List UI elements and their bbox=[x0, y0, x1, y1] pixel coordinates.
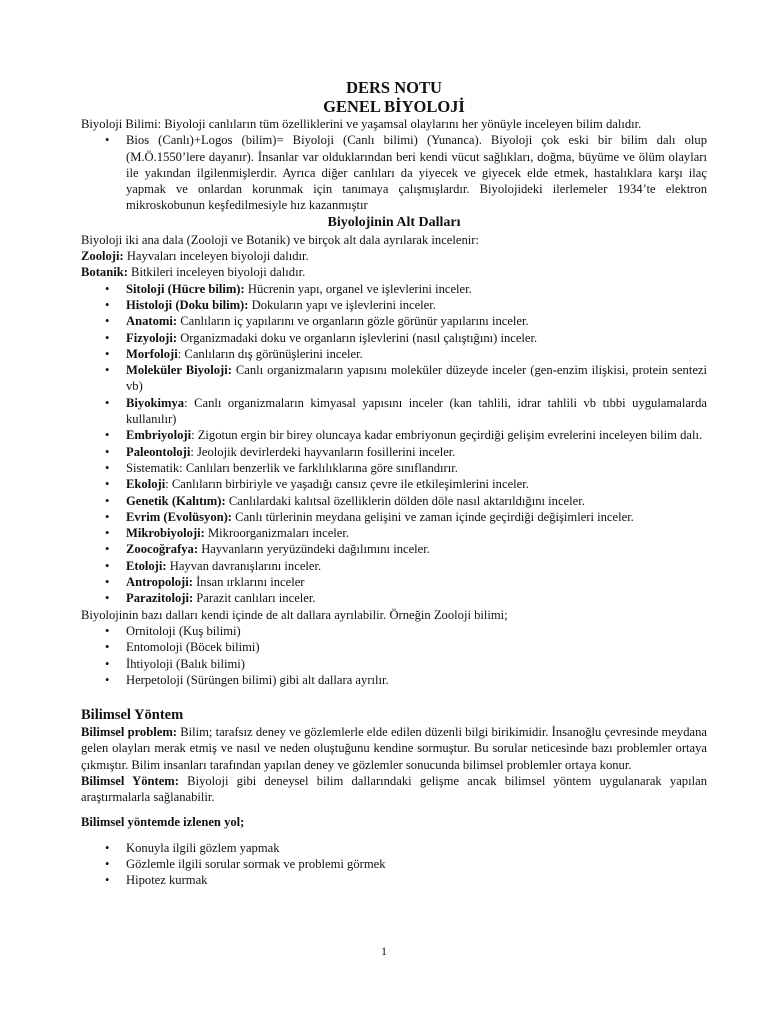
steps-heading-text: Bilimsel yöntemde izlenen yol; bbox=[81, 814, 245, 829]
branches-intro: Biyoloji iki ana dala (Zooloji ve Botanik) ve birçok alt dala ayrılarak incelenir: bbox=[81, 232, 479, 247]
scientific-problem-paragraph bbox=[81, 724, 707, 773]
definition: Bitkileri inceleyen biyoloji dalıdır. bbox=[127, 265, 306, 280]
term: Ekoloji bbox=[126, 477, 166, 492]
term: Bilimsel problem: bbox=[81, 725, 178, 740]
term: Zoocoğrafya: bbox=[126, 542, 199, 557]
page-number: 1 bbox=[381, 944, 387, 958]
sub-branches-list bbox=[81, 623, 707, 688]
intro-list bbox=[81, 132, 707, 213]
branch-item bbox=[81, 493, 707, 509]
definition: Bilim; tarafsız deney ve gözlemlerle elde edilen düzenli bilgi birikimidir. İnsanoğlu çevresinde meydana gelen olayları merak etmiş ve nasıl ve neden oluştuğunu kendine sormuştur. Bu sorular neticesinde bazı problemler ortaya çıkmıştır. Bilim insanları tarafından yapılan deney ve gözlemler sonucunda bilimsel problemler ortaya konur. bbox=[81, 725, 708, 772]
term: Genetik (Kalıtım): bbox=[126, 493, 226, 508]
method-steps-list bbox=[81, 840, 707, 889]
definition: Canlı türlerinin meydana gelişini ve zaman içinde geçirdiği değişimleri inceler. bbox=[232, 509, 634, 524]
spacer bbox=[81, 688, 707, 698]
sub-branches-intro: Biyolojinin bazı dalları kendi içinde de alt dallara ayrılabilir. Örneğin Zooloji bilimi; bbox=[81, 607, 508, 622]
definition: Parazit canlıları inceler. bbox=[193, 591, 316, 606]
method-steps-heading bbox=[81, 814, 707, 830]
definition: : Zigotun ergin bir birey oluncaya kadar embriyonun geçirdiği gelişim evrelerini inceleyen bilim dalı. bbox=[191, 428, 703, 443]
definition: Mikroorganizmaları inceler. bbox=[204, 526, 350, 541]
method-heading: Bilimsel Yöntem bbox=[81, 707, 184, 724]
document-page bbox=[81, 78, 707, 889]
term: Fizyoloji: bbox=[126, 330, 178, 345]
branch-item bbox=[81, 460, 707, 476]
term: Morfoloji bbox=[126, 346, 178, 361]
definition: : Canlıların birbiriyle ve yaşadığı cansız çevre ile etkileşimlerini inceler. bbox=[165, 477, 529, 492]
sub-branch-item: • İhtiyoloji (Balık bilimi) bbox=[81, 656, 707, 672]
definition: Hayvan davranışlarını inceler. bbox=[166, 558, 322, 573]
branches-heading: Biyolojinin Alt Dalları bbox=[327, 214, 461, 230]
branch-item bbox=[81, 541, 707, 557]
sub-branch-item: • Entomoloji (Böcek bilimi) bbox=[81, 639, 707, 655]
sub-branch-item: • Herpetoloji (Sürüngen bilimi) gibi alt dallara ayrılır. bbox=[81, 672, 707, 688]
definition: Canlı organizmaların yapısını moleküler düzeyde inceler (gen-enzim ilişkisi, protein sentezi vb) bbox=[126, 363, 707, 394]
intro-bullet: • Bios (Canlı)+Logos (bilim)= Biyoloji (Canlı bilimi) (Yunanca). Biyoloji çok eski bir bilim dalı olup (M.Ö.1550’lere dayanır). İnsanlar var olduklarından beri kendi vücut sağlıkları, doğma, büyüme ve ölüm olayları ile yakından ilgilenmişlerdir. Ayrıca diğer canlıları da yiyecek ve giyecek elde etmek, hastalıklara karşı ilaç yapmak ve onlardan korunmak için tanımaya çalışmışlardır. Biyolojideki ilerlemeler 1934’te elektron mikroskobunun keşfedilmesiyle hız kazanmıştır bbox=[81, 132, 707, 213]
branches-list bbox=[81, 281, 707, 607]
definition: Biyoloji gibi deneysel bilim dallarındaki gelişme ancak bilimsel yöntem uygulanarak yapılan araştırmalarla sağlanabilir. bbox=[81, 773, 707, 805]
definition: Canlılardaki kalıtsal özelliklerin dölden döle nasıl aktarıldığını inceler. bbox=[225, 493, 585, 508]
branch-item bbox=[81, 395, 707, 428]
term: Moleküler Biyoloji: bbox=[126, 363, 232, 378]
definition: Hayvanların yeryüzündeki dağılımını inceler. bbox=[198, 542, 430, 557]
term: Evrim (Evolüsyon): bbox=[126, 509, 233, 524]
term: Parazitoloji: bbox=[126, 591, 194, 606]
branch-item bbox=[81, 444, 707, 460]
branch-item bbox=[81, 362, 707, 395]
definition: : Jeolojik devirlerdeki hayvanların fosillerini inceler. bbox=[190, 444, 456, 459]
branch-item bbox=[81, 525, 707, 541]
sub-branch-item: • Ornitoloji (Kuş bilimi) bbox=[81, 623, 707, 639]
term: Bilimsel Yöntem: bbox=[81, 773, 179, 788]
intro-paragraph: Biyoloji Bilimi: Biyoloji canlıların tüm özelliklerini ve yaşamsal olaylarını her yönüyle inceleyen bilim dalıdır. bbox=[81, 117, 642, 131]
definition: Canlıların iç yapılarını ve organların gözle görünür yapılarını inceler. bbox=[177, 314, 529, 329]
term: Etoloji: bbox=[126, 558, 167, 573]
definition: Organizmadaki doku ve organların işlevlerini (nasıl çalıştığını) inceler. bbox=[177, 330, 538, 345]
branch-item bbox=[81, 281, 707, 297]
method-step: • Gözlemle ilgili sorular sormak ve problemi görmek bbox=[81, 856, 707, 872]
definition: Dokuların yapı ve işlevlerini inceler. bbox=[248, 297, 436, 312]
scientific-method-paragraph bbox=[81, 773, 707, 806]
branch-item bbox=[81, 346, 707, 362]
branch-item bbox=[81, 590, 707, 606]
branch-item bbox=[81, 574, 707, 590]
definition: Sistematik: Canlıları benzerlik ve farklılıklarına göre sınıflandırır. bbox=[126, 460, 458, 475]
definition: Hayvaları inceleyen biyoloji dalıdır. bbox=[123, 249, 309, 264]
term: Biyokimya bbox=[126, 395, 185, 410]
branch-item bbox=[81, 297, 707, 313]
zooloji-definition bbox=[81, 248, 707, 264]
term: Zooloji: bbox=[81, 249, 124, 264]
method-step: • Hipotez kurmak bbox=[81, 872, 707, 888]
definition: Hücrenin yapı, organel ve işlevlerini inceler. bbox=[244, 281, 472, 296]
spacer bbox=[81, 830, 707, 840]
definition: İnsan ırklarını inceler bbox=[192, 575, 305, 590]
branch-item bbox=[81, 330, 707, 346]
term: Mikrobiyoloji: bbox=[126, 526, 205, 541]
branch-item bbox=[81, 558, 707, 574]
term: Anatomi: bbox=[126, 314, 178, 329]
doc-title-line1: DERS NOTU bbox=[346, 78, 442, 97]
term: Antropoloji: bbox=[126, 575, 193, 590]
method-step: • Konuyla ilgili gözlem yapmak bbox=[81, 840, 707, 856]
doc-title-line2: GENEL BİYOLOJİ bbox=[323, 97, 465, 116]
term: Botanik: bbox=[81, 265, 128, 280]
definition: : Canlı organizmaların kimyasal yapısını inceler (kan tahlili, idrar tahlili vb tıbbi uygulamalarda kullanılır) bbox=[126, 395, 707, 427]
branch-item bbox=[81, 427, 707, 443]
term: Embriyoloji bbox=[126, 428, 192, 443]
term: Sitoloji (Hücre bilim): bbox=[126, 281, 245, 296]
term: Paleontoloji bbox=[126, 444, 191, 459]
spacer bbox=[81, 806, 707, 814]
branch-item bbox=[81, 313, 707, 329]
branch-item bbox=[81, 509, 707, 525]
branch-item bbox=[81, 476, 707, 492]
botanik-definition bbox=[81, 264, 707, 280]
definition: : Canlıların dış görünüşlerini inceler. bbox=[177, 346, 363, 361]
term: Histoloji (Doku bilim): bbox=[126, 297, 249, 312]
